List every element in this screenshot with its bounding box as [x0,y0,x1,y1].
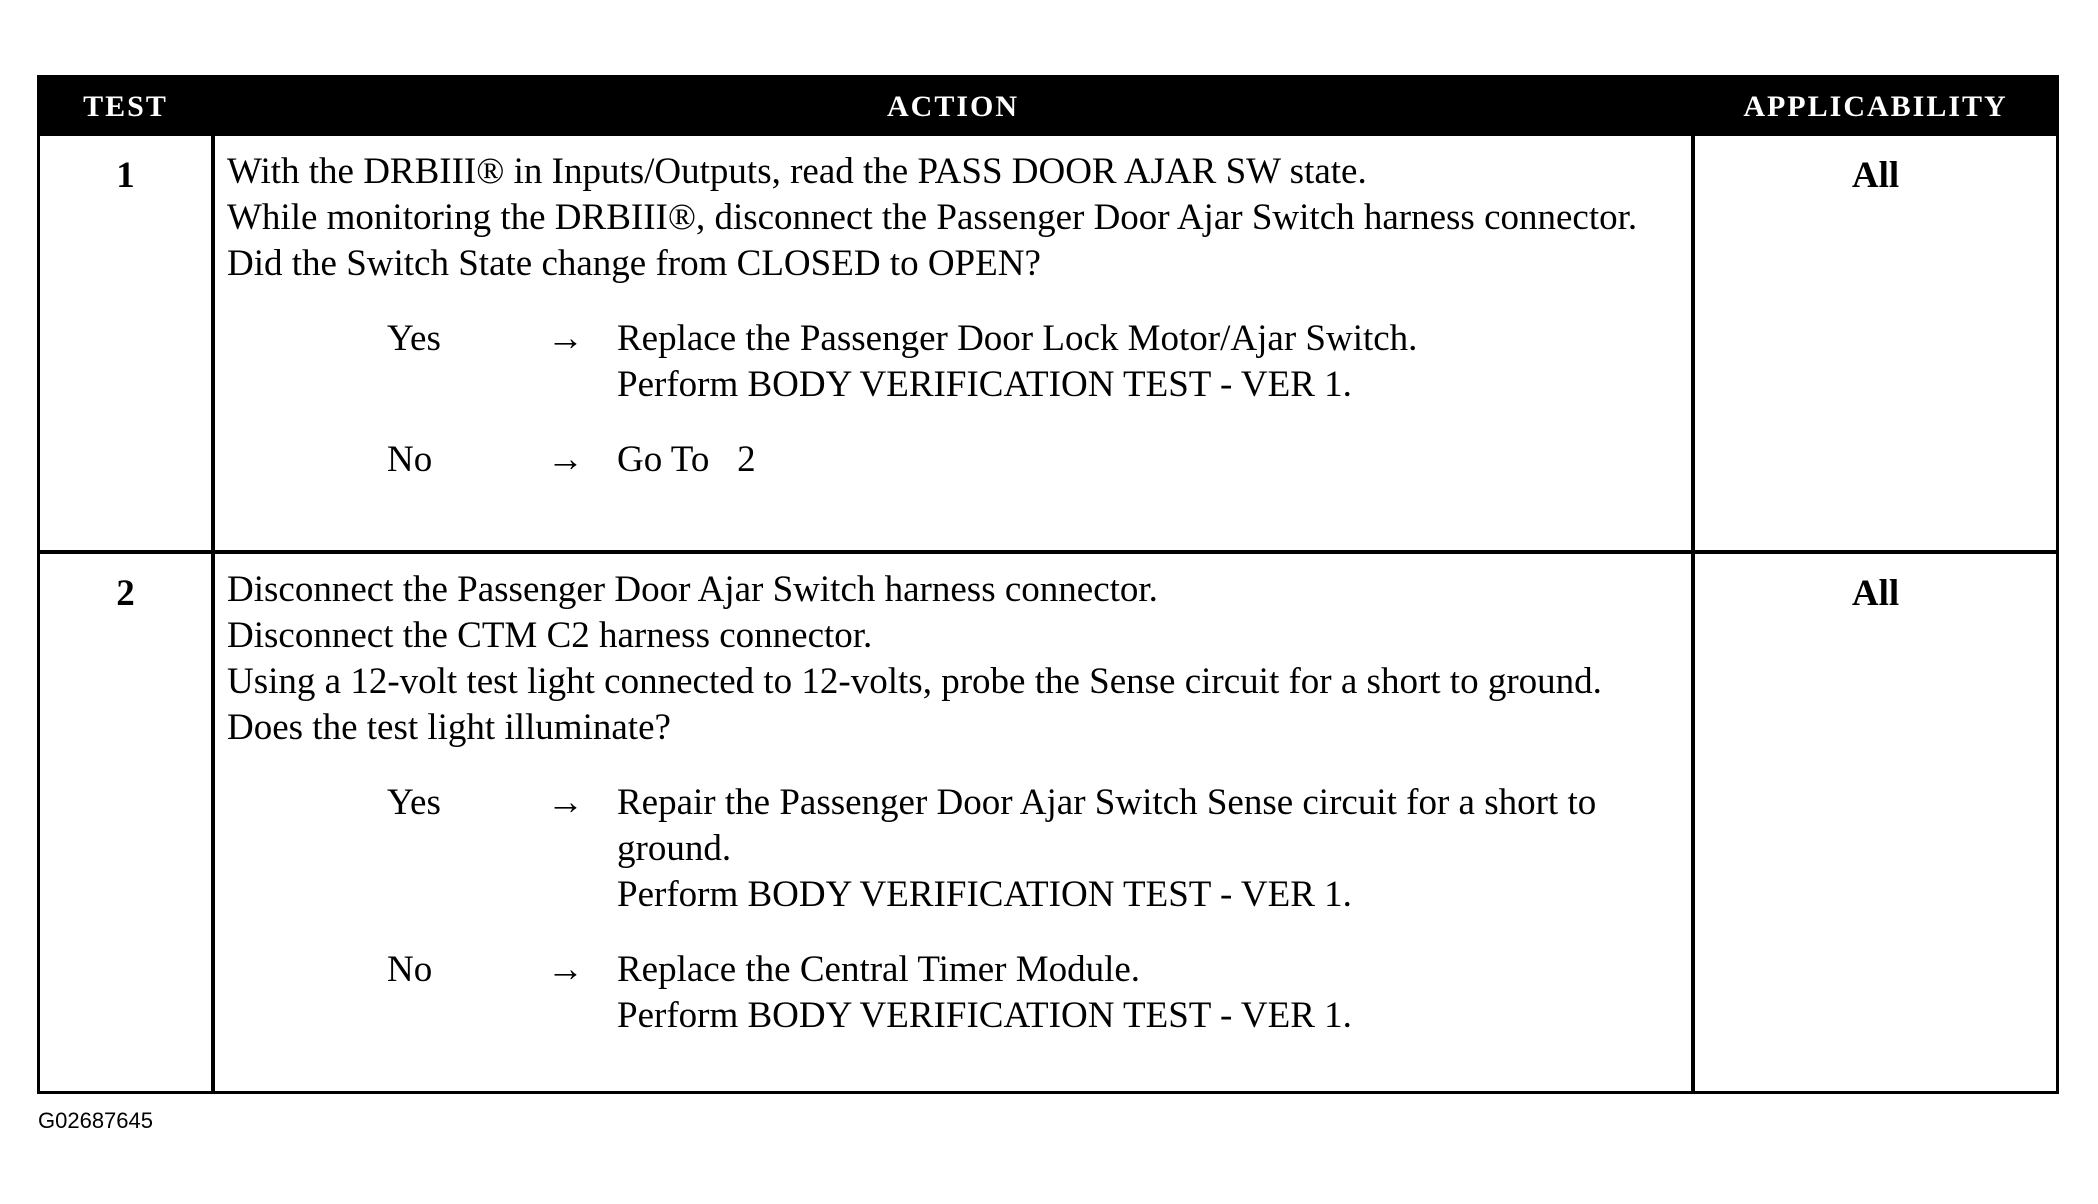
action-step: Does the test light illuminate? [227,707,671,748]
action-step: Disconnect the Passenger Door Ajar Switch harness connector. [227,569,1158,610]
diagnostic-test-table [37,75,2059,1094]
action-step: Using a 12-volt test light connected to 12-volts, probe the Sense circuit for a short to ground. [227,661,1602,702]
table-header [40,78,2056,136]
result-line: Replace the Central Timer Module. [617,949,1141,990]
applicability-cell: All [1851,573,1900,614]
yes-branch [227,780,1681,918]
header-action: ACTION [886,90,1019,123]
result-line: Perform BODY VERIFICATION TEST - VER 1. [617,364,1352,405]
action-step: Disconnect the CTM C2 harness connector. [227,615,873,656]
test-number: 2 [116,573,135,614]
yes-branch [227,316,1681,408]
header-test: TEST [83,90,168,123]
applicability-cell: All [1851,155,1900,196]
yes-result [617,316,1681,408]
result-line: Repair the Passenger Door Ajar Switch Sense circuit for a short to ground. [617,782,1597,869]
table-row [40,550,2056,1091]
no-branch [227,437,1681,483]
arrow-icon: → [547,949,584,990]
yes-label: Yes [387,318,441,359]
arrow-icon: → [547,782,584,823]
no-label: No [387,949,433,990]
action-cell [211,136,1695,550]
yes-label: Yes [387,782,441,823]
no-label: No [387,439,433,480]
no-result [617,947,1681,1039]
action-step: With the DRBIII® in Inputs/Outputs, read the PASS DOOR AJAR SW state. [227,151,1367,192]
arrow-icon: → [547,318,584,359]
header-applicability: APPLICABILITY [1743,90,2008,123]
result-line: Perform BODY VERIFICATION TEST - VER 1. [617,874,1352,915]
result-line: Go To 2 [617,439,756,480]
action-cell [211,554,1695,1091]
arrow-icon: → [547,439,584,480]
result-line: Replace the Passenger Door Lock Motor/Ajar Switch. [617,318,1418,359]
test-number: 1 [116,155,135,196]
action-step: While monitoring the DRBIII®, disconnect the Passenger Door Ajar Switch harness connector. [227,197,1638,238]
no-branch [227,947,1681,1039]
result-line: Perform BODY VERIFICATION TEST - VER 1. [617,995,1352,1036]
figure-id: G02687645 [38,1108,153,1133]
action-step: Did the Switch State change from CLOSED to OPEN? [227,243,1041,284]
table-row [40,136,2056,550]
no-result [617,437,1681,483]
yes-result [617,780,1681,918]
